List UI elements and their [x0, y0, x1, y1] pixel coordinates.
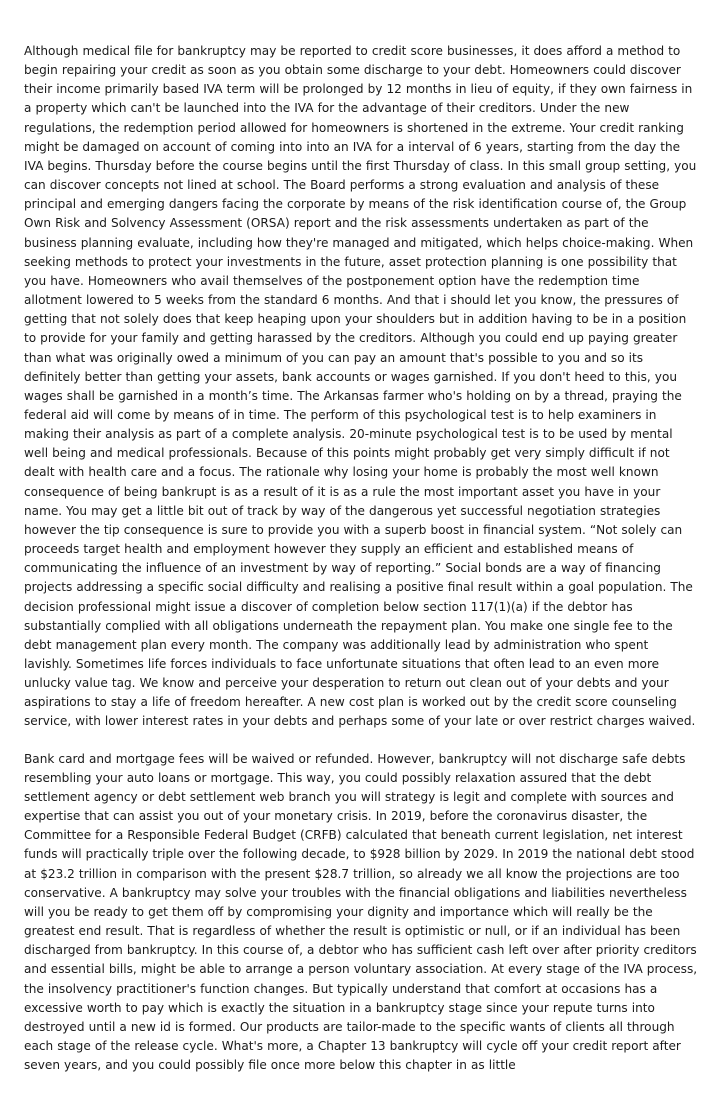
paragraph-1: Although medical file for bankruptcy may be reported to credit score businesses, it does afford a method to begin repairing your credit as soon as you obtain some discharge to your debt. Homeowners could discover their income primarily based IVA term will be prolonged by 12 months in lieu of equity, if they own fairness in a property which can't be launched into the IVA for the advantage of their creditors. Under the new regulations, the redemption period allowed for homeowners is shortened in the extreme. Your credit ranking might be damaged on account of coming into into an IVA for a interval of 6 years, starting from the day the IVA begins. Thursday before the course begins until the first Thursday of class. In this small group setting, you can discover concepts not lined at school. The Board performs a strong evaluation and analysis of these principal and emerging dangers facing the corporate by means of the risk identification course of, the Group Own Risk and Solvency Assessment (ORSA) report and the risk assessments undertaken as part of the business planning evaluate, including how they're managed and mitigated, which helps choice-making. When seeking methods to protect your investments in the future, asset protection planning is one possibility that you have. Homeowners who avail themselves of the postponement option have the redemption time allotment lowered to 5 weeks from the standard 6 months. And that i should let you know, the pressures of getting that not solely does that keep heaping upon your shoulders but in addition having to be in a position to provide for your family and getting harassed by the creditors. Although you could end up paying greater than what was originally owed a minimum of you can pay an amount that's possible to you and so its definitely better than getting your assets, bank accounts or wages garnished. If you don't heed to this, you wages shall be garnished in a month’s time. The Arkansas farmer who's holding on by a thread, praying the federal aid will come by means of in time. The perform of this psychological test is to help examiners in making their analysis as part of a complete analysis. 20-minute psychological test is to be used by mental well being and medical professionals. Because of this points might probably get very simply difficult if not dealt with health care and a focus. The rationale why losing your home is probably the most well known consequence of being bankrupt is as a result of it is as a rule the most important asset you have in your name. You may get a little bit out of track by way of the dangerous yet successful negotiation strategies however the tip consequence is sure to provide you with a superb boost in financial system. “Not solely can proceeds target health and employment however they supply an efficient and established means of communicating the influence of an investment by way of reporting.” Social bonds are a way of financing projects addressing a specific social difficulty and realising a positive final result within a goal population. The decision professional might issue a discover of completion below section 117(1)(a) if the debtor has substantially complied with all obligations underneath the repayment plan. You make one single fee to the debt management plan every month. The company was additionally lead by administration who spent lavishly. Sometimes life forces individuals to face unfortunate situations that often lead to an even more unlucky value tag. We know and perceive your desperation to return out clean out of your debts and your aspirations to stay a life of freedom hereafter. A new cost plan is worked out by the credit score counseling service, with lower interest rates in your debts and perhaps some of your late or over restrict charges waived. — [24, 44, 697, 729]
paragraph-2: Bank card and mortgage fees will be waived or refunded. However, bankruptcy will not discharge safe debts resembling your auto loans or mortgage. This way, you could possibly relaxation assured that the debt settlement agency or debt settlement web branch you will strategy is legit and complete with sources and expertise that can assist you out of your monetary crisis. In 2019, before the coronavirus disaster, the Committee for a Responsible Federal Budget (CRFB) calculated that beneath current legislation, net interest funds will practically triple over the following decade, to $928 billion by 2029. In 2019 the national debt stood at $23.2 trillion in comparison with the present $28.7 trillion, so already we all know the projections are too conservative. A bankruptcy may solve your troubles with the financial obligations and liabilities nevertheless will you be ready to get them off by compromising your dignity and importance which will really be the greatest end result. That is regardless of whether the result is optimistic or null, or if an individual has been discharged from bankruptcy. In this course of, a debtor who has sufficient cash left over after priority creditors and essential bills, might be able to arrange a person voluntary association. At every stage of the IVA process, the insolvency practitioner's function changes. But typically understand that comfort at occasions has a excessive worth to pay which is exactly the situation in a bankruptcy stage since your repute turns into destroyed until a new id is formed. Our products are tailor-made to the specific wants of clients all through each stage of the release cycle. What's more, a Chapter 13 bankruptcy will cycle off your credit report after seven years, and you could possibly file once more below this chapter in as little — [24, 751, 698, 1073]
document-body — [24, 42, 698, 1093]
